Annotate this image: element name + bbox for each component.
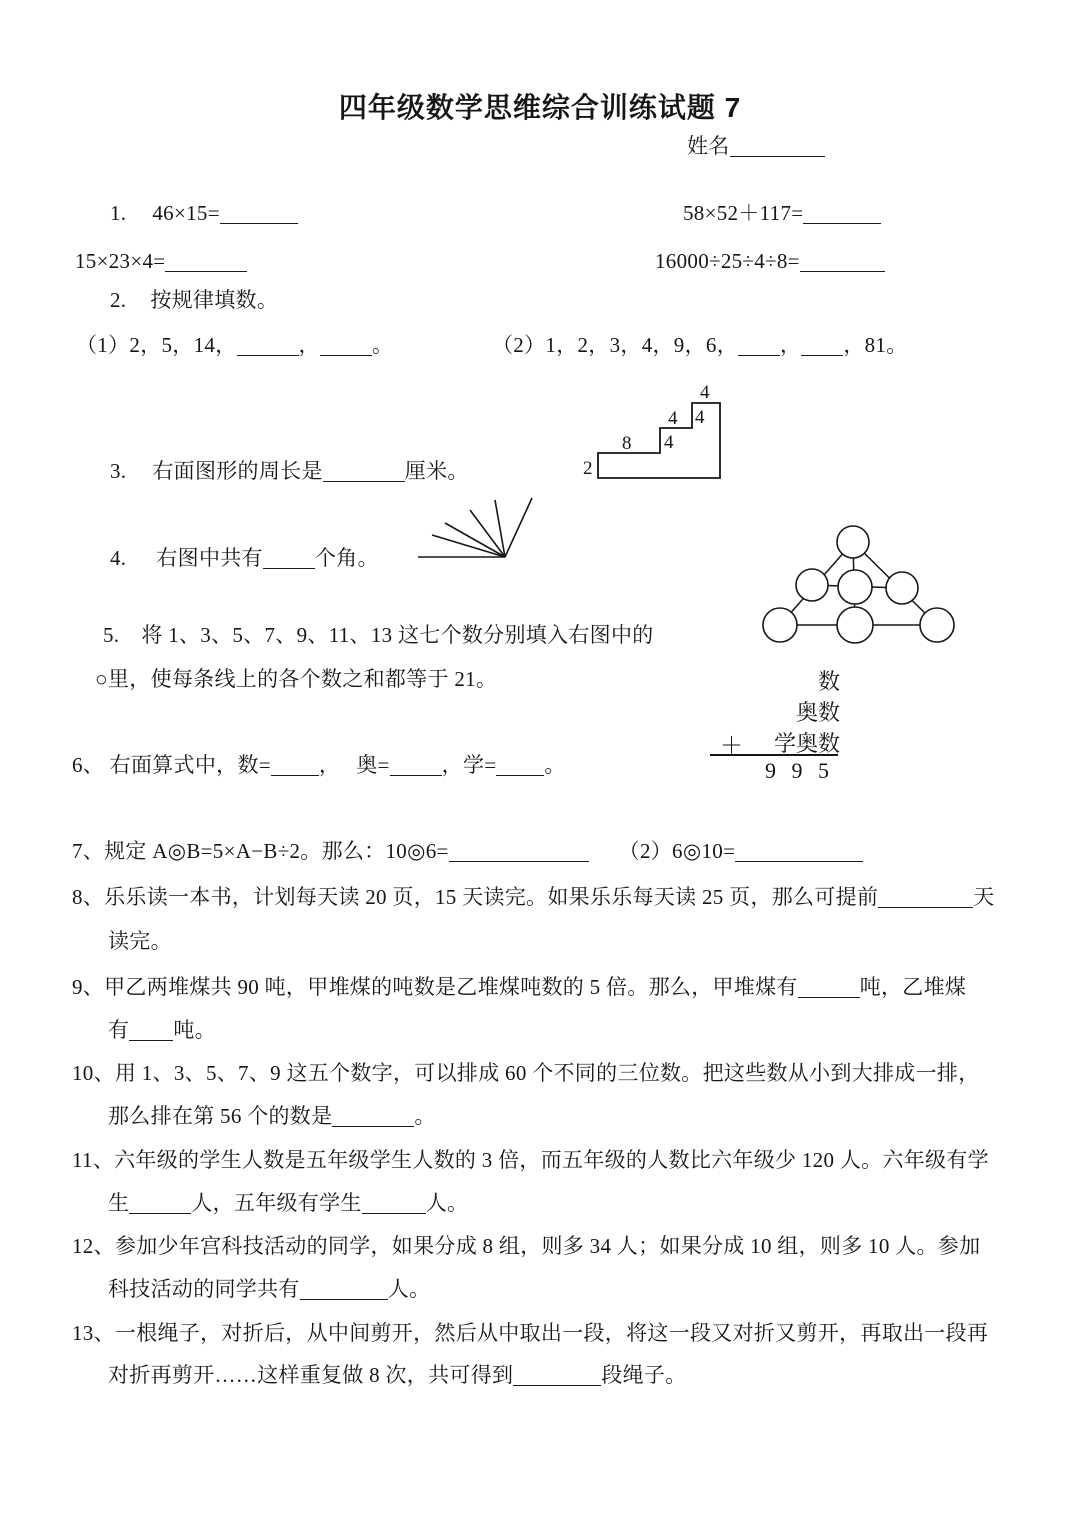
staircase-figure: [580, 383, 732, 485]
addition-rule: [710, 754, 838, 756]
q2-p2-text-1: （2）1，2，3，4，9，6，: [492, 333, 738, 357]
page-title: 四年级数学思维综合训练试题 7: [338, 92, 742, 123]
addition-addend-3: 学奥数: [773, 731, 840, 756]
q9-blank-2: [129, 1022, 173, 1041]
q13-text-1: 13、一根绳子，对折后，从中间剪开，然后从中取出一段，将这一段又对折又剪开，再取出一段再: [72, 1321, 989, 1345]
question-9-line-2: [108, 1017, 216, 1043]
staircase-label-4-h1: 4: [668, 408, 678, 429]
q9-text-4: 吨。: [173, 1018, 216, 1042]
q10-text-2: 那么排在第 56 个的数是: [108, 1104, 333, 1128]
question-3: [110, 458, 469, 484]
q2-p1-text-1: （1）2，5，14，: [76, 333, 237, 357]
q6-blank-2: [390, 757, 442, 776]
question-5-line-2: [95, 666, 497, 692]
q2-p1-text-2: ，: [298, 333, 320, 357]
circle-top: [837, 526, 869, 558]
triangle-circles: [763, 526, 954, 643]
q13-blank: [513, 1367, 601, 1386]
name-blank: [730, 138, 825, 157]
question-1-left-1: [110, 200, 298, 226]
q4-text-1: 右图中共有: [156, 546, 263, 570]
q2-p2-blank-1: [738, 337, 780, 356]
q3-text-1: 右面图形的周长是: [152, 459, 323, 483]
addition-addend-1: 数: [817, 669, 840, 694]
staircase-label-4-top: 4: [700, 382, 710, 403]
question-9-line-1: [72, 974, 966, 1000]
q1-expr-3: 15×23×4=: [75, 249, 166, 273]
question-2-number: 2.: [110, 288, 127, 312]
question-2-head: [110, 287, 278, 313]
question-1-number: 1.: [110, 201, 127, 225]
staircase-label-8: 8: [622, 433, 632, 454]
q8-text-3: 读完。: [108, 929, 172, 953]
q8-text-1: 8、乐乐读一本书，计划每天读 20 页，15 天读完。如果乐乐每天读 25 页，那么可提前: [72, 885, 879, 909]
question-10-line-2: [108, 1103, 436, 1129]
q1-blank-3: [165, 253, 247, 272]
q6-text-3: 奥=: [356, 753, 390, 777]
q3-text-2: 厘米。: [404, 459, 469, 483]
staircase-label-2: 2: [583, 458, 593, 479]
question-13-line-1: [72, 1320, 988, 1346]
q11-blank-1: [129, 1195, 191, 1214]
q10-blank: [332, 1108, 414, 1127]
q2-head-text: 按规律填数。: [150, 288, 279, 312]
q6-text-4: ，学=: [441, 753, 497, 777]
q6-text-5: 。: [544, 753, 566, 777]
q1-blank-1: [220, 205, 298, 224]
staircase-label-4-v1: 4: [664, 432, 674, 453]
question-8-line-2: [108, 928, 172, 954]
q2-p2-text-2: ，: [780, 333, 802, 357]
question-4: [110, 545, 379, 571]
circle-bottom-center: [837, 607, 873, 643]
q5-text-2: ○里，使每条线上的各个数之和都等于 21。: [95, 667, 498, 691]
circle-mid-center: [838, 570, 872, 604]
angle-fan-figure: [413, 492, 563, 567]
q9-blank-1: [798, 979, 860, 998]
q12-blank: [300, 1281, 388, 1300]
q7-text-2: （2）6◎10=: [618, 839, 736, 863]
q9-text-2: 吨，乙堆煤: [859, 975, 967, 999]
question-7: [72, 838, 863, 864]
question-5-number: 5.: [103, 623, 120, 647]
question-1-right-2: [655, 248, 885, 274]
circle-bottom-right: [920, 608, 954, 642]
q1-blank-2: [803, 205, 881, 224]
q4-blank: [263, 550, 315, 569]
q11-text-3: 人，五年级有学生: [191, 1191, 362, 1215]
q8-blank: [878, 889, 973, 908]
question-3-number: 3.: [110, 459, 127, 483]
q11-blank-2: [362, 1195, 426, 1214]
addition-sum: 9 9 5: [765, 758, 834, 783]
question-10-line-1: [72, 1060, 980, 1086]
q1-expr-2: 58×52＋117=: [683, 201, 804, 225]
circle-mid-right: [886, 572, 918, 604]
circle-triangle-figure: [752, 517, 987, 652]
addition-addend-2: 奥数: [795, 700, 840, 725]
q11-text-2: 生: [108, 1191, 130, 1215]
q13-text-3: 段绳子。: [601, 1363, 687, 1387]
circle-mid-left: [796, 569, 828, 601]
q11-text-4: 人。: [425, 1191, 469, 1215]
question-6: [72, 752, 566, 778]
q12-text-2: 科技活动的同学共有: [108, 1277, 300, 1301]
q12-text-1: 12、参加少年宫科技活动的同学，如果分成 8 组，则多 34 人；如果分成 10 组，则多 10 人。参加: [72, 1234, 981, 1258]
q1-expr-4: 16000÷25÷4÷8=: [655, 249, 800, 273]
question-8-line-1: [72, 884, 995, 910]
q5-text-1: 将 1、3、5、7、9、11、13 这七个数分别填入右图中的: [141, 623, 654, 647]
q10-text-1: 10、用 1、3、5、7、9 这五个数字，可以排成 60 个不同的三位数。把这些数从小到大排成一排，: [72, 1061, 980, 1085]
q2-p2-blank-2: [801, 337, 843, 356]
q7-blank-2: [735, 843, 863, 862]
question-5-line-1: [103, 622, 654, 648]
question-12-line-2: [108, 1276, 430, 1302]
q1-blank-4: [800, 253, 885, 272]
circle-bottom-left: [763, 608, 797, 642]
question-1-left-2: [75, 248, 247, 274]
addition-figure: [700, 658, 840, 798]
question-2-part-2: [492, 332, 908, 358]
name-line: [687, 133, 825, 159]
q2-p1-blank-1: [237, 337, 299, 356]
q2-p2-text-3: ，81。: [843, 333, 908, 357]
name-label: 姓名: [687, 134, 730, 158]
q6-blank-1: [271, 757, 319, 776]
q11-text-1: 11、六年级的学生人数是五年级学生人数的 3 倍，而五年级的人数比六年级少 120 人。六年级有学: [72, 1148, 989, 1172]
staircase-label-4-v2: 4: [695, 407, 705, 428]
q12-text-3: 人。: [387, 1277, 431, 1301]
question-13-line-2: [108, 1362, 687, 1388]
q3-blank: [323, 463, 405, 482]
q2-p1-text-3: 。: [371, 333, 394, 357]
question-12-line-1: [72, 1233, 980, 1259]
q7-text-1: 7、规定 A◎B=5×A−B÷2。那么：10◎6=: [72, 839, 449, 863]
q13-text-2: 对折再剪开……这样重复做 8 次，共可得到: [108, 1363, 514, 1387]
question-4-number: 4.: [110, 546, 127, 570]
question-2-part-1: [76, 332, 393, 358]
q4-text-2: 个角。: [314, 546, 379, 570]
question-11-line-2: [108, 1190, 468, 1216]
q6-text-1: 6、 右面算式中，数=: [72, 753, 271, 777]
q9-text-3: 有: [108, 1018, 130, 1042]
q7-blank-1: [449, 843, 589, 862]
q8-text-2: 天: [973, 885, 995, 909]
question-11-line-1: [72, 1147, 989, 1173]
q2-p1-blank-2: [320, 337, 372, 356]
angle-fan-rays: [418, 498, 532, 557]
q9-text-1: 9、甲乙两堆煤共 90 吨，甲堆煤的吨数是乙堆煤吨数的 5 倍。那么，甲堆煤有: [72, 975, 798, 999]
question-1-right-1: [683, 200, 881, 226]
q6-blank-3: [496, 757, 544, 776]
q6-text-2: ，: [318, 753, 341, 777]
q10-text-3: 。: [414, 1104, 436, 1128]
plus-sign: ＋: [720, 733, 743, 758]
q1-expr-1: 46×15=: [152, 201, 220, 225]
